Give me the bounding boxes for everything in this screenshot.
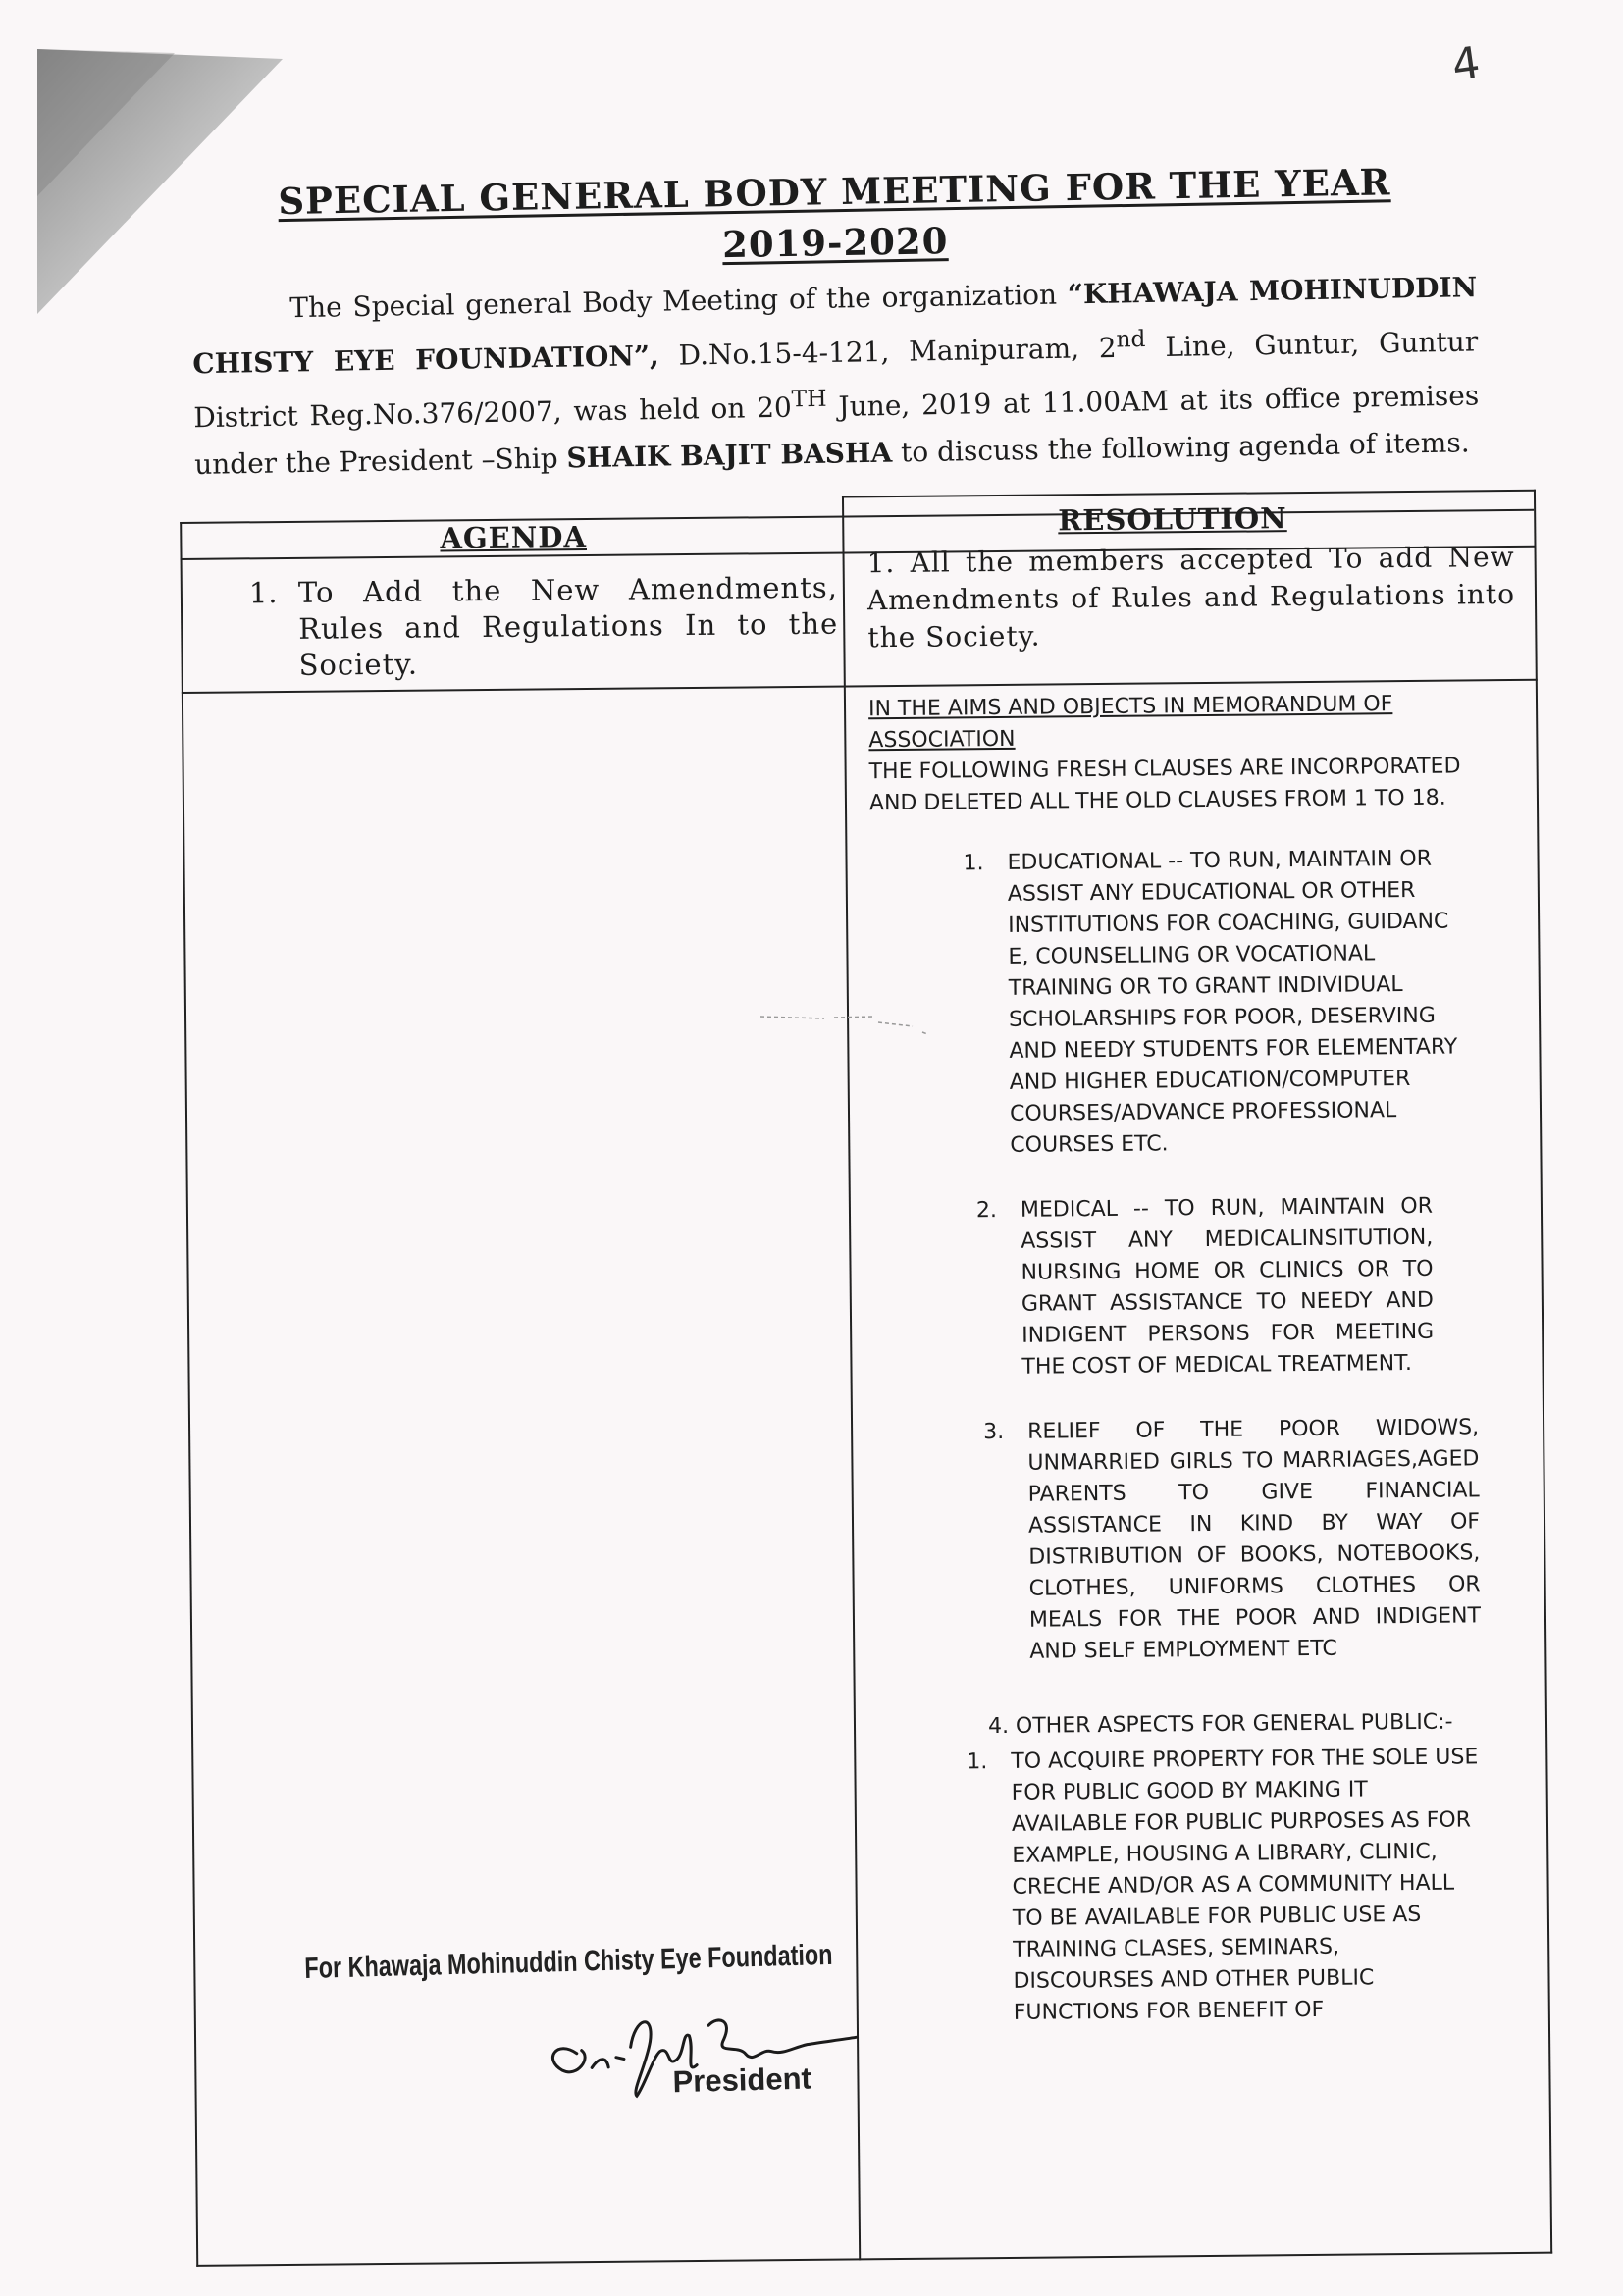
clause-2: 2. MEDICAL -- TO RUN, MAINTAIN OR ASSIST ANY MEDICALINSITUTION, NURSING HOME OR CLINICS OR TO GRANT ASSISTANCE TO NEEDY AND INDIGENT PERSONS FOR MEETING THE COST OF MEDICAL TREATMENT.: [975, 1193, 1435, 1380]
header-resolution: RESOLUTION: [1058, 501, 1287, 538]
intro-paragraph: The Special general Body Meeting of the organization “KHAWAJA MOHINUDDIN CHISTY EYE FOUNDATION”, D.No.15-4-121, Manipuram, 2nd Line, Guntur, Guntur District Reg.No.376/2007, was held on 20TH June, 2019 at 11.00AM at its office premises under the President –Ship SHAIK BAJIT BASHA to discuss the following agenda of items.: [192, 271, 1480, 481]
table-border-right: [1534, 490, 1552, 2254]
memorandum-heading: IN THE AIMS AND OBJECTS IN MEMORANDUM OF ASSOCIATION: [867, 692, 1393, 754]
clause-3: 3. RELIEF OF THE POOR WIDOWS, UNMARRIED GIRLS TO MARRIAGES,AGED PARENTS TO GIVE FINANCIAL ASSISTANCE IN KIND BY WAY OF DISTRIBUTION OF BOOKS, NOTEBOOKS, CLOTHES, UNIFORMS CLOTHES OR MEALS FOR THE POOR AND INDIGENT AND SELF EMPLOYMENT ETC: [983, 1415, 1482, 1664]
table-border-top: [180, 509, 1534, 524]
table-border-left: [180, 522, 198, 2267]
resolution-clauses: [868, 688, 1509, 2030]
signatory-title: President: [672, 2061, 812, 2100]
agenda-item-1: 1. To Add the New Amendments, Rules and Regulations In to the Society.: [248, 570, 839, 682]
memorandum-intro: THE FOLLOWING FRESH CLAUSES ARE INCORPORATED AND DELETED ALL THE OLD CLAUSES FROM 1 TO 18.: [868, 754, 1461, 816]
signature-organization: For Khawaja Mohinuddin Chisty Eye Foundation: [304, 1938, 833, 1985]
president-name: SHAIK BAJIT BASHA: [566, 436, 893, 475]
header-agenda: AGENDA: [440, 520, 588, 555]
page-number: 4: [1448, 37, 1484, 91]
title-line-2: 2019-2020: [721, 219, 949, 267]
signature-block: [304, 1938, 859, 2139]
clause-4-subclause-1: 1. TO ACQUIRE PROPERTY FOR THE SOLE USE FOR PUBLIC GOOD BY MAKING IT AVAILABLE FOR PUBLIC PURPOSES AS FOR EXAMPLE, HOUSING A LIBRARY, CLINIC, CRECHE AND/OR AS A COMMUNITY HALL TO BE AVAILABLE FOR PUBLIC USE AS TRAINING CLASES, SEMINARS, DISCOURSES AND OTHER PUBLIC FUNCTIONS FOR BENEFIT OF: [967, 1745, 1479, 2025]
stray-pen-mark: [756, 1005, 952, 1044]
organization-name: “KHAWAJA MOHINUDDIN CHISTY EYE FOUNDATION”,: [192, 271, 1478, 381]
table-border-top-right: [842, 490, 1536, 498]
table-border-bottom: [196, 2252, 1552, 2267]
page-title: [226, 155, 1444, 279]
clause-4-heading: 4. OTHER ASPECTS FOR GENERAL PUBLIC:-: [987, 1709, 1453, 1740]
resolution-item-1: 1. All the members accepted To add New Amendments of Rules and Regulations into the Society.: [866, 540, 1516, 654]
title-line-1: SPECIAL GENERAL BODY MEETING FOR THE YEAR: [277, 160, 1391, 224]
clause-1: 1. EDUCATIONAL -- TO RUN, MAINTAIN OR ASSIST ANY EDUCATIONAL OR OTHER INSTITUTIONS FOR COACHING, GUIDANC E, COUNSELLING OR VOCATIONAL TRAINING OR TO GRANT INDIVIDUAL SCHOLARSHIPS FOR POOR, DESERVING AND NEEDY STUDENTS FOR ELEMENTARY AND HIGHER EDUCATION/COMPUTER COURSES/ADVANCE PROFESSIONAL COURSES ETC.: [963, 846, 1458, 1158]
